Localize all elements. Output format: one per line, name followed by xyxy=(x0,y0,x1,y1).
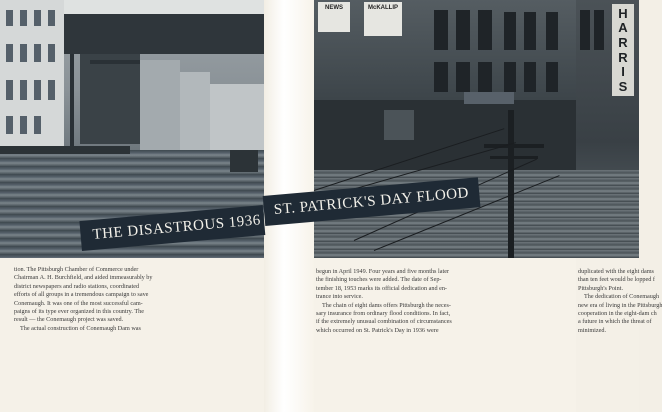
beam xyxy=(90,60,140,64)
window xyxy=(504,62,516,92)
building xyxy=(180,72,210,150)
text-line: The actual construction of Conemaugh Dam was xyxy=(20,324,141,332)
news-sign: NEWS xyxy=(318,2,350,32)
pole xyxy=(70,40,74,150)
building xyxy=(140,60,180,150)
text-line: trance into service. xyxy=(316,293,363,301)
text-line: Conemaugh. It was one of the most successful cam- xyxy=(14,299,143,307)
window xyxy=(456,10,470,50)
window xyxy=(434,10,448,50)
bridge xyxy=(64,14,264,54)
left-page xyxy=(0,0,264,412)
title-part-2: ST. PATRICK'S DAY FLOOD xyxy=(273,184,470,218)
text-line: if the extremely unusual combination of circumstances xyxy=(316,318,452,326)
window xyxy=(478,62,492,92)
sign-letter: A xyxy=(618,20,628,36)
text-line: which occurred on St. Patrick's Day in 1936 were xyxy=(316,326,439,334)
mckallip-sign: McKALLIP xyxy=(364,2,402,36)
body-text-middle-column xyxy=(316,268,526,335)
crossarm xyxy=(490,156,538,159)
window xyxy=(20,10,27,26)
text-line: a future in which the threat of xyxy=(578,318,652,326)
window xyxy=(594,10,604,50)
text-line: paigns of its type ever organized in this country. The xyxy=(14,308,144,316)
text-line: than ten feet would be lopped f xyxy=(578,276,655,284)
window xyxy=(34,10,41,26)
window xyxy=(478,10,492,50)
next-page-edge xyxy=(576,0,662,412)
text-line: new era of living in the Pittsburgh xyxy=(578,301,662,309)
flooded-street-photo-edge xyxy=(576,0,639,258)
body-text-left-column xyxy=(14,266,246,333)
window xyxy=(580,10,590,50)
window xyxy=(6,44,13,62)
text-line: tember 18, 1953 marks its official dedication and en- xyxy=(316,284,447,292)
harris-sign xyxy=(612,4,634,96)
building xyxy=(80,54,140,144)
store-sign xyxy=(464,92,514,104)
sign-letter: R xyxy=(618,49,628,65)
text-line: The chain of eight dams offers Pittsburgh the neces- xyxy=(322,301,451,309)
title-part-1: THE DISASTROUS 1936 xyxy=(91,211,262,243)
window xyxy=(20,116,27,134)
flood-water xyxy=(576,170,639,258)
window xyxy=(6,10,13,26)
body-text-right-column xyxy=(578,268,662,335)
window xyxy=(34,116,41,134)
building xyxy=(210,84,264,150)
car xyxy=(230,150,258,172)
window xyxy=(546,62,558,92)
text-line: The dedication of Conemaugh xyxy=(584,293,660,301)
text-line: district newspapers and radio stations, coordinated xyxy=(14,282,140,290)
text-line: begun in April 1949. Four years and five months later xyxy=(316,268,450,275)
text-line: efforts of all groups in a tremendous campaign to save xyxy=(14,291,149,299)
window xyxy=(546,12,558,50)
text-line: the finishing touches were added. The date of Sep- xyxy=(316,276,442,284)
window xyxy=(524,62,536,92)
text-line: Pittsburgh's Point. xyxy=(578,284,624,292)
flooded-street-photo-right xyxy=(314,0,576,258)
text-line: result — the Conemaugh project was saved. xyxy=(14,316,124,324)
text-line: Chairman A. H. Burchfield, and aided immeasurably by xyxy=(14,274,153,282)
railing xyxy=(0,146,130,154)
window xyxy=(34,44,41,62)
window xyxy=(6,80,13,100)
bridge-deck xyxy=(64,0,264,14)
window xyxy=(34,80,41,100)
window xyxy=(6,116,13,134)
window xyxy=(48,80,55,100)
text-line: minimized. xyxy=(578,326,607,334)
sign-letter: H xyxy=(618,5,628,21)
sign-letter: I xyxy=(621,64,625,80)
window xyxy=(524,12,536,50)
text-line: tion. The Pittsburgh Chamber of Commerce under xyxy=(14,266,139,273)
sign-letter: R xyxy=(618,35,628,51)
sign-letter: S xyxy=(618,79,628,95)
store-sign xyxy=(384,110,414,140)
text-line: sary insurance from ordinary flood conditions. In fact, xyxy=(316,310,451,318)
window xyxy=(48,44,55,62)
window xyxy=(504,12,516,50)
text-line: cooperation in the eight-dam ch xyxy=(578,310,657,318)
window xyxy=(20,44,27,62)
window xyxy=(48,10,55,26)
window xyxy=(20,80,27,100)
text-line: duplicated with the eight dams xyxy=(578,268,654,275)
utility-pole xyxy=(508,110,514,258)
window xyxy=(456,62,470,92)
window xyxy=(434,62,448,92)
